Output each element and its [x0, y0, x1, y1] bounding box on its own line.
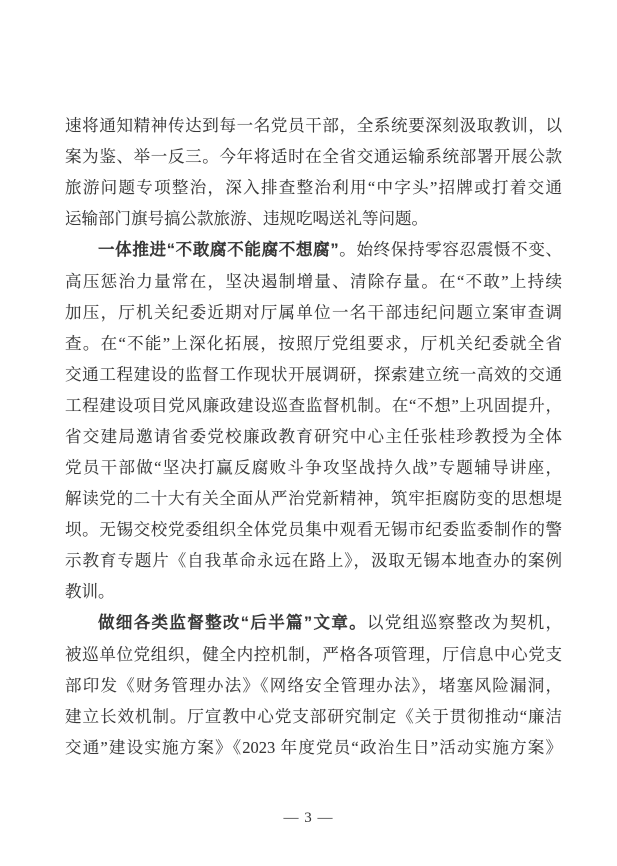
- text-line: [65, 576, 562, 607]
- paragraph: [65, 110, 562, 234]
- text-line: [65, 670, 562, 701]
- text-line: [65, 607, 562, 639]
- text-line: [65, 452, 562, 483]
- text-line: [65, 328, 562, 359]
- text-line: [65, 421, 562, 452]
- text-segment: 被巡单位党组织，健全内控机制，严格各项管理，厅信息中心党支: [65, 645, 562, 664]
- text-segment: 党员干部做“坚决打赢反腐败斗争攻坚战持久战”专题辅导讲座，: [65, 458, 562, 477]
- text-line: [65, 483, 562, 514]
- paragraph: [65, 607, 562, 763]
- text-segment: 。始终保持零容忍震慑不变、: [338, 240, 563, 259]
- text-line: [65, 390, 562, 421]
- text-segment: 加压，厅机关纪委近期对厅属单位一名干部违纪问题立案审查调: [65, 303, 562, 322]
- paragraph: [65, 234, 562, 607]
- text-line: [65, 514, 562, 545]
- text-segment: 速将通知精神传达到每一名党员干部，全系统要深刻汲取教训，以: [65, 116, 562, 135]
- text-line: [65, 359, 562, 390]
- text-line: [65, 203, 562, 234]
- text-line: [65, 639, 562, 670]
- body-text: [65, 110, 562, 763]
- text-segment: 坝。无锡交校党委组织全体党员集中观看无锡市纪委监委制作的警: [65, 520, 562, 539]
- text-segment: 省交建局邀请省委党校廉政教育研究中心主任张桂珍教授为全体: [65, 427, 562, 446]
- text-line: [65, 141, 562, 172]
- text-segment: 交通”建设实施方案》《2023 年度党员“政治生日”活动实施方案》: [65, 738, 562, 757]
- text-segment: 交通工程建设的监督工作现状开展调研，探索建立统一高效的交通: [65, 365, 562, 384]
- text-segment: 解读党的二十大有关全面从严治党新精神，筑牢拒腐防变的思想堤: [65, 489, 562, 508]
- text-line: [65, 234, 562, 266]
- text-segment: 查。在“不能”上深化拓展，按照厅党组要求，厅机关纪委就全省: [65, 334, 562, 353]
- text-segment: 运输部门旗号搞公款旅游、违规吃喝送礼等问题。: [65, 209, 428, 228]
- text-line: [65, 545, 562, 576]
- text-line: [65, 297, 562, 328]
- bold-lead-text: 做细各类监督整改“后半篇”文章。: [98, 614, 368, 632]
- text-line: [65, 110, 562, 141]
- text-segment: 部印发《财务管理办法》《网络安全管理办法》，堵塞风险漏洞，: [65, 676, 562, 695]
- text-segment: 建立长效机制。厅宣教中心党支部研究制定《关于贯彻推动“廉洁: [65, 707, 562, 726]
- text-segment: 工程建设项目党风廉政建设巡查监督机制。在“不想”上巩固提升，: [65, 396, 562, 415]
- text-segment: 示教育专题片《自我革命永远在路上》，汲取无锡本地查办的案例: [65, 551, 562, 570]
- text-segment: 教训。: [65, 582, 115, 601]
- text-segment: 案为鉴、举一反三。今年将适时在全省交通运输系统部署开展公款: [65, 147, 562, 166]
- page-number: — 3 —: [283, 810, 334, 826]
- text-line: [65, 732, 562, 763]
- text-segment: 以党组巡察整改为契机，: [367, 613, 563, 632]
- text-segment: 高压惩治力量常在，坚决遏制增量、清除存量。在“不敢”上持续: [65, 272, 562, 291]
- text-line: [65, 701, 562, 732]
- text-line: [65, 172, 562, 203]
- bold-lead-text: 一体推进“不敢腐不能腐不想腐”: [98, 241, 339, 259]
- text-segment: 旅游问题专项整治，深入排查整治利用“中字头”招牌或打着交通: [65, 178, 562, 197]
- text-line: [65, 266, 562, 297]
